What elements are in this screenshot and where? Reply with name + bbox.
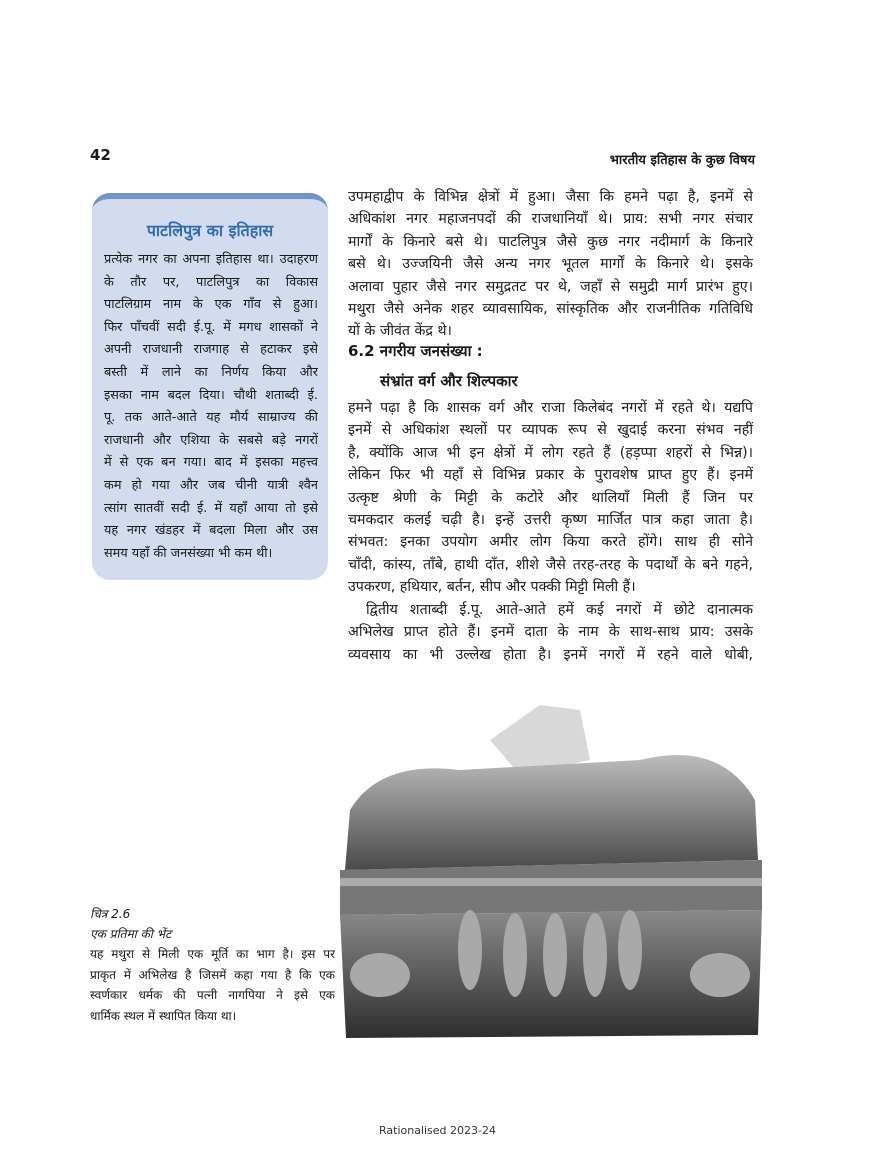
sidebox-body xyxy=(104,249,318,565)
text-line: बस्ती में लाने का निर्णय किया और xyxy=(104,364,318,380)
page-number: 42 xyxy=(90,146,111,164)
text-line: चमकदार कलई चढ़ी है। इन्हें उत्तरी कृष्ण मार्जित पात्र कहा जाता है। xyxy=(348,511,753,528)
text-line: इसका नाम बदल दिया। चौथी शताब्दी ई. xyxy=(104,387,318,403)
text-line: प्रत्येक नगर का अपना इतिहास था। उदाहरण xyxy=(104,252,318,267)
text-line: बसे थे। उज्जयिनी जैसे अन्य नगर भूतल मार्गों के किनारे थे। इसके xyxy=(348,256,753,273)
text-line: त्सांग सातवीं सदी ई. में यहाँ आया तो इसे xyxy=(104,500,318,516)
text-line: हमने पढ़ा है कि शासक वर्ग और राजा किलेबंद नगरों में रहते थे। यद्यपि xyxy=(348,400,753,416)
text-line: समय यहाँ की जनसंख्या भी कम थी। xyxy=(104,545,273,561)
text-line: पाटलिग्राम नाम के एक गाँव से हुआ। xyxy=(104,297,318,313)
figure-title: एक प्रतिमा की भेंट xyxy=(90,927,172,941)
section-heading: 6.2 नगरीय जनसंख्या : xyxy=(348,342,483,360)
sidebox-title: पाटलिपुत्र का इतिहास xyxy=(146,221,274,240)
text-line: द्वितीय शताब्दी ई.पू. आते-आते हमें कई नगरों में छोटे दानात्मक xyxy=(366,602,753,618)
sidebox-pataliputra xyxy=(92,193,328,580)
text-line: व्यवसाय का भी उल्लेख होता है। इनमें नगरों में रहने वाले धोबी, xyxy=(348,646,753,663)
figure-number: चित्र 2.6 xyxy=(90,907,131,921)
text-line: यह नगर खंडहर में बदला मिला और उस xyxy=(104,523,318,539)
text-line: लेकिन फिर भी यहाँ से विभिन्न प्रकार के पुरावशेष प्राप्त हुए हैं। इनमें xyxy=(348,467,753,484)
text-line: प्राकृत में अभिलेख है जिसमें कहा गया है कि एक xyxy=(90,967,335,982)
text-line: फिर पाँचवीं सदी ई.पू. में मगध शासकों ने xyxy=(104,319,318,335)
intro-paragraph xyxy=(348,186,753,343)
sculpture-photo xyxy=(340,700,762,1040)
text-line: अपनी राजधानी राजगाह से हटाकर इसे xyxy=(104,342,318,358)
running-head: भारतीय इतिहास के कुछ विषय xyxy=(609,153,755,168)
text-line: उत्कृष्ट श्रेणी के मिट्टी के कटोरे और थालियाँ मिली हैं जिन पर xyxy=(348,489,753,506)
paragraph-2 xyxy=(348,599,753,666)
text-line: अधिकांश नगर महाजनपदों की राजधानियाँ थे। प्राय: सभी नगर संचार xyxy=(348,211,753,228)
text-line: राजधानी और एशिया के सबसे बड़े नगरों xyxy=(104,432,318,448)
text-line: अलावा पुहार जैसे नगर समुद्रतट पर थे, जहाँ से समुद्री मार्ग प्रारंभ हुए। xyxy=(348,278,753,295)
text-line: अभिलेख प्राप्त होते हैं। इनमें दाता के नाम के साथ-साथ प्राय: उसके xyxy=(348,624,753,641)
text-line: धार्मिक स्थल में स्थापित किया था। xyxy=(90,1008,237,1023)
figure-caption xyxy=(90,904,335,1026)
text-line: चाँदी, कांस्य, ताँबे, हाथी दाँत, शीशे जैसे तरह-तरह के पदार्थों के बने गहने, xyxy=(348,556,753,573)
text-line: यों के जीवंत केंद्र थे। xyxy=(348,323,452,340)
text-line: है, क्योंकि आज भी इन क्षेत्रों में लोग रहते हैं (हड़प्पा शहरों से भिन्न)। xyxy=(348,444,753,461)
text-line: उपमहाद्वीप के विभिन्न क्षेत्रों में हुआ। जैसा कि हमने पढ़ा है, इनमें से xyxy=(348,189,753,205)
text-line: के तौर पर, पाटलिपुत्र का विकास xyxy=(104,274,318,290)
text-line: यह मथुरा से मिली एक मूर्ति का भाग है। इस पर xyxy=(90,947,335,961)
text-line: पू. तक आते-आते यह मौर्य साम्राज्य की xyxy=(104,410,318,426)
paragraph-1 xyxy=(348,397,753,599)
text-line: में से एक बन गया। बाद में इसका महत्त्व xyxy=(104,455,318,471)
text-line: उपकरण, हथियार, बर्तन, सीप और पक्की मिट्टी मिली हैं। xyxy=(348,579,636,596)
text-line: संभवत: इनका उपयोग अमीर लोग किया करते होंगे। साथ ही सोने xyxy=(348,534,753,551)
text-line: मथुरा जैसे अनेक शहर व्यावसायिक, सांस्कृतिक और राजनीतिक गतिविधि xyxy=(348,300,753,317)
text-line: मार्गों के किनारे बसे थे। पाटलिपुत्र जैसे कुछ नगर नदीमार्ग के किनारे xyxy=(348,233,753,250)
text-line: इनमें से अधिकांश स्थलों पर व्यापक रूप से खुदाई करना संभव नहीं xyxy=(348,422,753,439)
text-line: स्वर्णकार धर्मक की पत्नी नागपिया ने इसे एक xyxy=(90,988,335,1002)
footer: Rationalised 2023-24 xyxy=(378,1124,496,1137)
text-line: कम हो गया और जब चीनी यात्री श्वैन xyxy=(104,477,318,493)
subsection-heading: संभ्रांत वर्ग और शिल्पकार xyxy=(380,372,518,390)
